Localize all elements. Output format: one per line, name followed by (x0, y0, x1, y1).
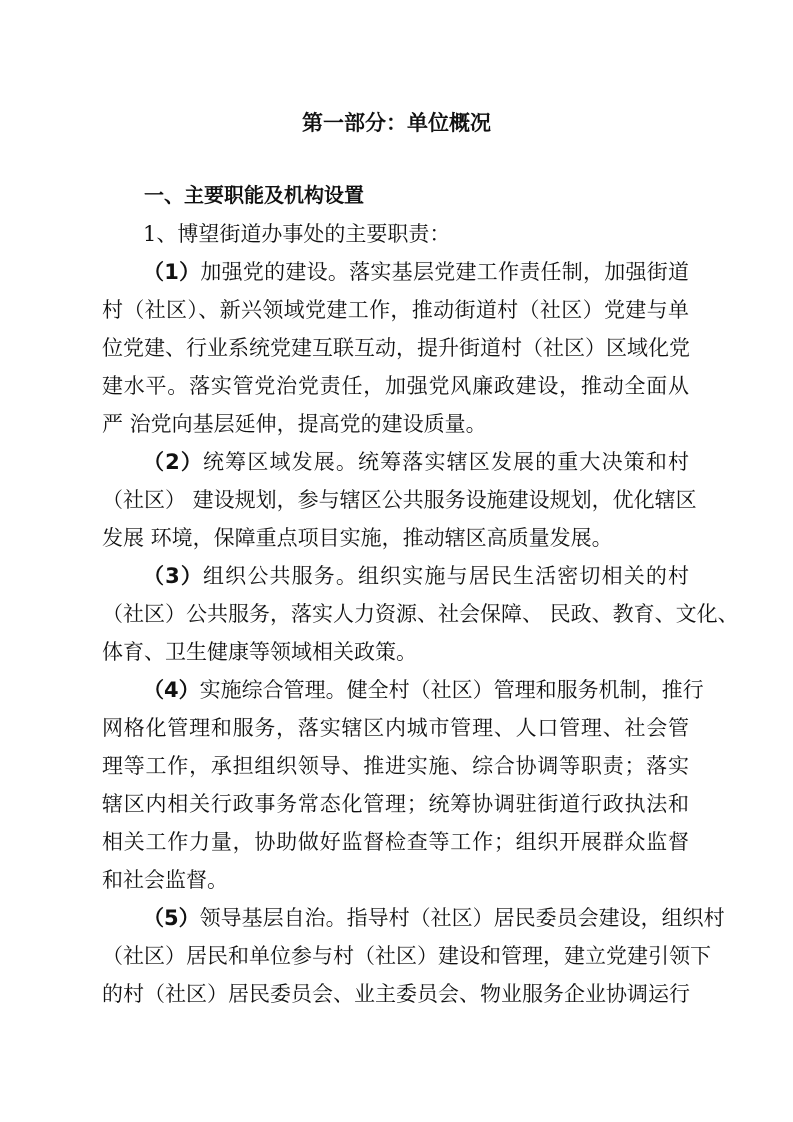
paragraph-text: 加强党的建设。落实基层党建工作责任制，加强街道 (200, 260, 689, 284)
item-number: （4） (143, 678, 200, 702)
paragraph-line: 辖区内相关行政事务常态化管理；统筹协调驻街道行政执法和 (102, 792, 689, 816)
item-number: （3） (143, 564, 204, 588)
item-number: （1） (143, 260, 201, 284)
paragraph-line: 相关工作力量，协助做好监督检查等工作；组织开展群众监督 (102, 830, 689, 854)
paragraph-line (143, 899, 725, 937)
paragraph-line: （社区）公共服务，落实人力资源、社会保障、 民政、教育、文化、 (102, 602, 739, 626)
paragraph-text: 统筹区域发展。统筹落实辖区发展的重大决策和村 (203, 450, 689, 474)
item-number: （2） (143, 450, 204, 474)
paragraph-text: 组织公共服务。组织实施与居民生活密切相关的村 (203, 564, 689, 588)
paragraph-line: 位党建、行业系统党建互联互动，提升街道村（社区）区域化党 (102, 336, 690, 360)
paragraph-line: 建水平。落实管党治党责任，加强党风廉政建设，推动全面从 (102, 374, 689, 398)
paragraph-line: 村（社区）、新兴领域党建工作，推动街道村（社区）党建与单 (102, 298, 689, 322)
section-heading: 一、主要职能及机构设置 (144, 183, 364, 207)
paragraph-line: （社区） 建设规划，参与辖区公共服务设施建设规划，优化辖区 (102, 488, 697, 512)
paragraph-line (143, 557, 689, 595)
subheading: 1、博望街道办事处的主要职责： (143, 222, 451, 246)
paragraph-line: 和社会监督。 (102, 868, 228, 892)
paragraph-line: 理等工作，承担组织领导、推进实施、综合协调等职责；落实 (102, 754, 689, 778)
paragraph-line: （社区）居民和单位参与村（社区）建设和管理，建立党建引领下 (102, 944, 711, 968)
paragraph-line: 的村（社区）居民委员会、业主委员会、物业服务企业协调运行 (102, 982, 690, 1006)
paragraph-line: 体育、卫生健康等领域相关政策。 (102, 640, 417, 664)
paragraph-line (143, 443, 689, 481)
paragraph-text: 领导基层自治。指导村（社区）居民委员会建设，组织村 (199, 906, 725, 930)
paragraph-line: 发展 环境，保障重点项目实施，推动辖区高质量发展。 (102, 526, 613, 550)
paragraph-line (143, 253, 689, 291)
paragraph-text: 实施综合管理。健全村（社区）管理和服务机制，推行 (199, 678, 704, 702)
item-number: （5） (143, 906, 200, 930)
page-title: 第一部分：单位概况 (302, 111, 491, 135)
paragraph-line: 严 治党向基层延伸，提高党的建设质量。 (102, 412, 487, 436)
paragraph-line: 网格化管理和服务，落实辖区内城市管理、人口管理、社会管 (102, 716, 689, 740)
paragraph-line (143, 671, 704, 709)
